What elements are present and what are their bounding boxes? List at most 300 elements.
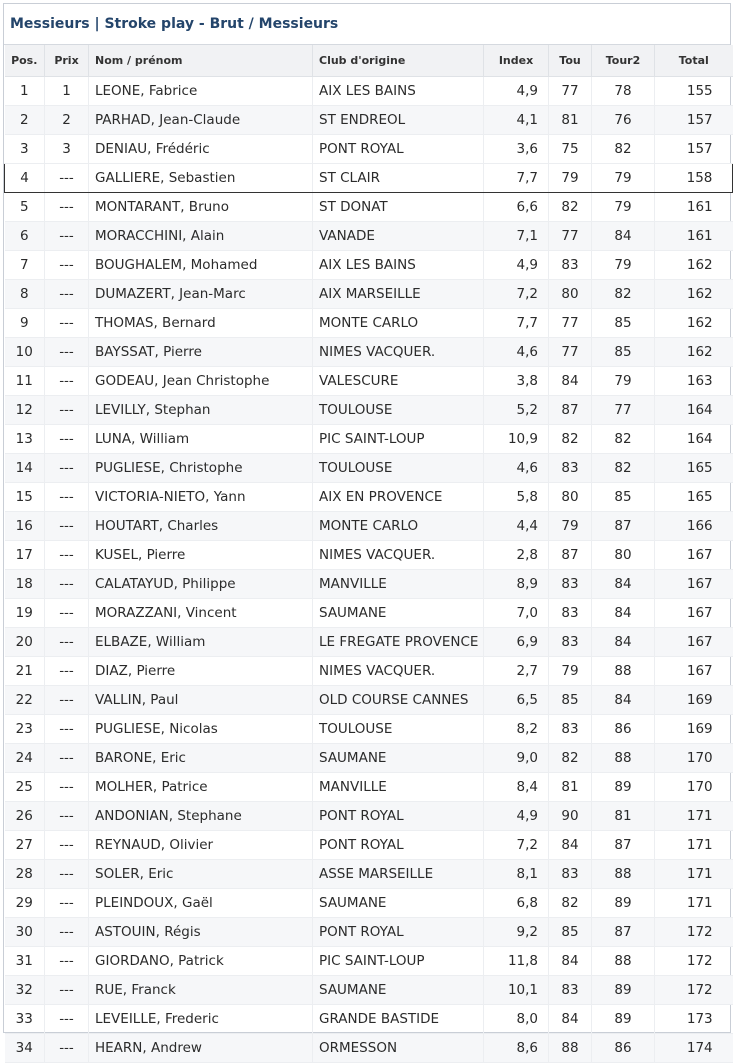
- table-row[interactable]: [5, 193, 733, 222]
- cell-prix: ---: [45, 976, 89, 1005]
- cell-total: 170: [655, 773, 733, 802]
- table-row[interactable]: [5, 280, 733, 309]
- table-row[interactable]: [5, 309, 733, 338]
- cell-tou: 80: [549, 280, 592, 309]
- cell-club: AIX EN PROVENCE: [313, 483, 484, 512]
- cell-name: GALLIERE, Sebastien: [89, 164, 313, 193]
- cell-prix: 1: [45, 77, 89, 106]
- cell-tour2: 88: [592, 860, 655, 889]
- col-header-tour2[interactable]: Tour2: [592, 45, 655, 77]
- cell-pos: 3: [5, 135, 45, 164]
- cell-prix: ---: [45, 251, 89, 280]
- cell-total: 155: [655, 77, 733, 106]
- cell-tour2: 84: [592, 628, 655, 657]
- cell-name: PUGLIESE, Nicolas: [89, 715, 313, 744]
- cell-tour2: 81: [592, 802, 655, 831]
- table-row[interactable]: [5, 425, 733, 454]
- cell-total: 171: [655, 802, 733, 831]
- cell-tou: 75: [549, 135, 592, 164]
- cell-tour2: 87: [592, 831, 655, 860]
- results-table: [4, 45, 733, 1063]
- cell-tou: 83: [549, 251, 592, 280]
- cell-tou: 77: [549, 309, 592, 338]
- cell-index: 6,8: [484, 889, 549, 918]
- cell-pos: 19: [5, 599, 45, 628]
- cell-tour2: 85: [592, 338, 655, 367]
- cell-tour2: 84: [592, 570, 655, 599]
- cell-total: 167: [655, 657, 733, 686]
- cell-index: 7,0: [484, 599, 549, 628]
- cell-index: 7,2: [484, 280, 549, 309]
- cell-index: 6,5: [484, 686, 549, 715]
- table-row[interactable]: [5, 773, 733, 802]
- cell-club: LE FREGATE PROVENCE: [313, 628, 484, 657]
- col-header-tou[interactable]: Tou: [549, 45, 592, 77]
- cell-index: 4,9: [484, 251, 549, 280]
- table-row[interactable]: [5, 367, 733, 396]
- cell-tou: 79: [549, 657, 592, 686]
- cell-tou: 82: [549, 889, 592, 918]
- cell-name: BOUGHALEM, Mohamed: [89, 251, 313, 280]
- cell-prix: ---: [45, 686, 89, 715]
- cell-prix: ---: [45, 338, 89, 367]
- cell-pos: 31: [5, 947, 45, 976]
- cell-index: 8,2: [484, 715, 549, 744]
- cell-name: DIAZ, Pierre: [89, 657, 313, 686]
- cell-prix: ---: [45, 425, 89, 454]
- cell-index: 7,2: [484, 831, 549, 860]
- cell-total: 174: [655, 1034, 733, 1063]
- cell-tou: 79: [549, 512, 592, 541]
- table-row[interactable]: [5, 164, 733, 193]
- cell-total: 162: [655, 251, 733, 280]
- table-row[interactable]: [5, 338, 733, 367]
- col-header-club[interactable]: Club d'origine: [313, 45, 484, 77]
- cell-prix: ---: [45, 715, 89, 744]
- cell-tour2: 86: [592, 1034, 655, 1063]
- cell-name: VICTORIA-NIETO, Yann: [89, 483, 313, 512]
- cell-index: 3,6: [484, 135, 549, 164]
- cell-tour2: 87: [592, 918, 655, 947]
- cell-pos: 16: [5, 512, 45, 541]
- cell-prix: ---: [45, 541, 89, 570]
- cell-index: 11,8: [484, 947, 549, 976]
- table-row[interactable]: [5, 1005, 733, 1034]
- cell-club: GRANDE BASTIDE: [313, 1005, 484, 1034]
- cell-club: VALESCURE: [313, 367, 484, 396]
- cell-total: 171: [655, 831, 733, 860]
- col-header-prix[interactable]: Prix: [45, 45, 89, 77]
- cell-tour2: 89: [592, 889, 655, 918]
- table-row[interactable]: [5, 947, 733, 976]
- cell-pos: 17: [5, 541, 45, 570]
- cell-club: TOULOUSE: [313, 715, 484, 744]
- table-row[interactable]: [5, 657, 733, 686]
- cell-name: KUSEL, Pierre: [89, 541, 313, 570]
- table-row[interactable]: [5, 860, 733, 889]
- cell-tou: 87: [549, 396, 592, 425]
- cell-prix: 2: [45, 106, 89, 135]
- cell-pos: 21: [5, 657, 45, 686]
- cell-tour2: 89: [592, 773, 655, 802]
- cell-name: CALATAYUD, Philippe: [89, 570, 313, 599]
- cell-tou: 77: [549, 338, 592, 367]
- cell-pos: 11: [5, 367, 45, 396]
- cell-pos: 1: [5, 77, 45, 106]
- cell-total: 172: [655, 976, 733, 1005]
- cell-pos: 32: [5, 976, 45, 1005]
- cell-name: PUGLIESE, Christophe: [89, 454, 313, 483]
- cell-pos: 27: [5, 831, 45, 860]
- cell-index: 7,1: [484, 222, 549, 251]
- cell-total: 165: [655, 454, 733, 483]
- cell-index: 4,6: [484, 454, 549, 483]
- cell-name: REYNAUD, Olivier: [89, 831, 313, 860]
- cell-tou: 81: [549, 106, 592, 135]
- cell-tour2: 82: [592, 135, 655, 164]
- cell-name: SOLER, Eric: [89, 860, 313, 889]
- cell-name: DUMAZERT, Jean-Marc: [89, 280, 313, 309]
- cell-club: SAUMANE: [313, 889, 484, 918]
- cell-total: 169: [655, 686, 733, 715]
- cell-index: 4,9: [484, 77, 549, 106]
- table-row[interactable]: [5, 715, 733, 744]
- cell-pos: 29: [5, 889, 45, 918]
- cell-name: PARHAD, Jean-Claude: [89, 106, 313, 135]
- cell-tou: 83: [549, 628, 592, 657]
- table-row[interactable]: [5, 599, 733, 628]
- cell-tou: 83: [549, 715, 592, 744]
- table-row[interactable]: [5, 454, 733, 483]
- cell-club: AIX MARSEILLE: [313, 280, 484, 309]
- cell-name: MONTARANT, Bruno: [89, 193, 313, 222]
- cell-club: PONT ROYAL: [313, 831, 484, 860]
- cell-name: HOUTART, Charles: [89, 512, 313, 541]
- cell-club: SAUMANE: [313, 744, 484, 773]
- cell-index: 8,6: [484, 1034, 549, 1063]
- cell-prix: ---: [45, 367, 89, 396]
- cell-pos: 22: [5, 686, 45, 715]
- cell-name: MORAZZANI, Vincent: [89, 599, 313, 628]
- cell-tour2: 85: [592, 309, 655, 338]
- cell-index: 7,7: [484, 309, 549, 338]
- table-row[interactable]: [5, 976, 733, 1005]
- cell-total: 163: [655, 367, 733, 396]
- cell-name: ELBAZE, William: [89, 628, 313, 657]
- cell-tour2: 89: [592, 976, 655, 1005]
- cell-tour2: 76: [592, 106, 655, 135]
- cell-prix: ---: [45, 918, 89, 947]
- cell-tour2: 82: [592, 425, 655, 454]
- cell-tour2: 86: [592, 715, 655, 744]
- cell-prix: ---: [45, 802, 89, 831]
- cell-tour2: 88: [592, 744, 655, 773]
- cell-total: 162: [655, 309, 733, 338]
- cell-tou: 80: [549, 483, 592, 512]
- cell-name: PLEINDOUX, Gaël: [89, 889, 313, 918]
- cell-total: 158: [655, 164, 733, 193]
- cell-club: ST CLAIR: [313, 164, 484, 193]
- cell-club: ST ENDREOL: [313, 106, 484, 135]
- cell-tour2: 79: [592, 193, 655, 222]
- cell-prix: ---: [45, 309, 89, 338]
- cell-name: ANDONIAN, Stephane: [89, 802, 313, 831]
- cell-tou: 87: [549, 541, 592, 570]
- cell-tou: 79: [549, 164, 592, 193]
- cell-total: 167: [655, 541, 733, 570]
- cell-pos: 20: [5, 628, 45, 657]
- cell-prix: ---: [45, 454, 89, 483]
- cell-tour2: 88: [592, 657, 655, 686]
- cell-club: ORMESSON: [313, 1034, 484, 1063]
- cell-index: 8,9: [484, 570, 549, 599]
- cell-pos: 33: [5, 1005, 45, 1034]
- cell-club: OLD COURSE CANNES: [313, 686, 484, 715]
- table-row[interactable]: [5, 483, 733, 512]
- cell-name: BARONE, Eric: [89, 744, 313, 773]
- cell-index: 4,4: [484, 512, 549, 541]
- cell-pos: 4: [5, 164, 45, 193]
- cell-index: 8,1: [484, 860, 549, 889]
- cell-prix: ---: [45, 396, 89, 425]
- cell-index: 4,6: [484, 338, 549, 367]
- table-row[interactable]: [5, 570, 733, 599]
- cell-name: MOLHER, Patrice: [89, 773, 313, 802]
- cell-pos: 13: [5, 425, 45, 454]
- cell-tou: 83: [549, 860, 592, 889]
- col-header-index[interactable]: Index: [484, 45, 549, 77]
- cell-prix: ---: [45, 657, 89, 686]
- cell-index: 2,7: [484, 657, 549, 686]
- cell-total: 161: [655, 193, 733, 222]
- cell-pos: 30: [5, 918, 45, 947]
- cell-tour2: 80: [592, 541, 655, 570]
- cell-tou: 84: [549, 367, 592, 396]
- cell-tou: 83: [549, 570, 592, 599]
- table-header-row: [5, 45, 733, 77]
- cell-prix: ---: [45, 599, 89, 628]
- table-row[interactable]: [5, 512, 733, 541]
- cell-tour2: 85: [592, 483, 655, 512]
- cell-tour2: 87: [592, 512, 655, 541]
- cell-tou: 81: [549, 773, 592, 802]
- cell-club: PONT ROYAL: [313, 918, 484, 947]
- cell-tour2: 78: [592, 77, 655, 106]
- cell-prix: ---: [45, 1005, 89, 1034]
- cell-index: 9,0: [484, 744, 549, 773]
- cell-total: 167: [655, 570, 733, 599]
- cell-pos: 34: [5, 1034, 45, 1063]
- cell-prix: 3: [45, 135, 89, 164]
- col-header-pos[interactable]: Pos.: [5, 45, 45, 77]
- cell-prix: ---: [45, 628, 89, 657]
- cell-total: 172: [655, 947, 733, 976]
- table-row[interactable]: [5, 889, 733, 918]
- cell-tour2: 79: [592, 251, 655, 280]
- cell-total: 157: [655, 135, 733, 164]
- cell-prix: ---: [45, 164, 89, 193]
- cell-prix: ---: [45, 744, 89, 773]
- cell-club: ASSE MARSEILLE: [313, 860, 484, 889]
- table-row[interactable]: [5, 396, 733, 425]
- cell-prix: ---: [45, 1034, 89, 1063]
- cell-club: PIC SAINT-LOUP: [313, 425, 484, 454]
- cell-tou: 85: [549, 918, 592, 947]
- cell-prix: ---: [45, 512, 89, 541]
- cell-total: 171: [655, 889, 733, 918]
- cell-index: 9,2: [484, 918, 549, 947]
- cell-tour2: 88: [592, 947, 655, 976]
- cell-club: MONTE CARLO: [313, 512, 484, 541]
- cell-total: 173: [655, 1005, 733, 1034]
- cell-total: 169: [655, 715, 733, 744]
- cell-club: NIMES VACQUER.: [313, 657, 484, 686]
- cell-tou: 84: [549, 947, 592, 976]
- cell-tou: 85: [549, 686, 592, 715]
- cell-name: GODEAU, Jean Christophe: [89, 367, 313, 396]
- cell-index: 4,9: [484, 802, 549, 831]
- cell-name: LEONE, Fabrice: [89, 77, 313, 106]
- cell-tour2: 79: [592, 367, 655, 396]
- cell-prix: ---: [45, 889, 89, 918]
- cell-pos: 7: [5, 251, 45, 280]
- cell-pos: 23: [5, 715, 45, 744]
- cell-name: GIORDANO, Patrick: [89, 947, 313, 976]
- table-row[interactable]: [5, 135, 733, 164]
- cell-prix: ---: [45, 831, 89, 860]
- cell-tour2: 82: [592, 280, 655, 309]
- cell-total: 164: [655, 396, 733, 425]
- cell-name: VALLIN, Paul: [89, 686, 313, 715]
- cell-club: PIC SAINT-LOUP: [313, 947, 484, 976]
- cell-tou: 84: [549, 831, 592, 860]
- cell-index: 6,6: [484, 193, 549, 222]
- table-row[interactable]: [5, 918, 733, 947]
- col-header-total[interactable]: Total: [655, 45, 733, 77]
- table-row[interactable]: [5, 222, 733, 251]
- cell-tour2: 89: [592, 1005, 655, 1034]
- cell-pos: 14: [5, 454, 45, 483]
- cell-tou: 77: [549, 222, 592, 251]
- cell-tou: 82: [549, 744, 592, 773]
- table-row[interactable]: [5, 1034, 733, 1063]
- table-row[interactable]: [5, 628, 733, 657]
- cell-tou: 82: [549, 193, 592, 222]
- cell-total: 171: [655, 860, 733, 889]
- cell-tour2: 77: [592, 396, 655, 425]
- cell-index: 5,8: [484, 483, 549, 512]
- results-panel: [3, 3, 731, 1056]
- cell-total: 157: [655, 106, 733, 135]
- panel-title: Messieurs | Stroke play - Brut / Messieurs: [4, 4, 730, 45]
- cell-index: 8,4: [484, 773, 549, 802]
- cell-name: DENIAU, Frédéric: [89, 135, 313, 164]
- cell-total: 172: [655, 918, 733, 947]
- cell-club: PONT ROYAL: [313, 135, 484, 164]
- table-row[interactable]: [5, 106, 733, 135]
- cell-club: AIX LES BAINS: [313, 251, 484, 280]
- cell-pos: 6: [5, 222, 45, 251]
- cell-index: 6,9: [484, 628, 549, 657]
- col-header-name[interactable]: Nom / prénom: [89, 45, 313, 77]
- table-row[interactable]: [5, 802, 733, 831]
- cell-club: MONTE CARLO: [313, 309, 484, 338]
- cell-pos: 8: [5, 280, 45, 309]
- cell-tour2: 79: [592, 164, 655, 193]
- cell-tour2: 84: [592, 222, 655, 251]
- cell-tou: 83: [549, 976, 592, 1005]
- cell-club: TOULOUSE: [313, 396, 484, 425]
- cell-name: MORACCHINI, Alain: [89, 222, 313, 251]
- cell-tou: 90: [549, 802, 592, 831]
- cell-index: 7,7: [484, 164, 549, 193]
- cell-total: 166: [655, 512, 733, 541]
- cell-index: 8,0: [484, 1005, 549, 1034]
- cell-prix: ---: [45, 193, 89, 222]
- cell-prix: ---: [45, 947, 89, 976]
- table-row[interactable]: [5, 686, 733, 715]
- cell-name: LUNA, William: [89, 425, 313, 454]
- cell-total: 167: [655, 628, 733, 657]
- cell-pos: 5: [5, 193, 45, 222]
- table-row[interactable]: [5, 77, 733, 106]
- cell-tou: 83: [549, 454, 592, 483]
- cell-pos: 24: [5, 744, 45, 773]
- cell-prix: ---: [45, 222, 89, 251]
- cell-pos: 18: [5, 570, 45, 599]
- cell-club: MANVILLE: [313, 570, 484, 599]
- cell-name: RUE, Franck: [89, 976, 313, 1005]
- table-row[interactable]: [5, 744, 733, 773]
- cell-prix: ---: [45, 773, 89, 802]
- cell-club: VANADE: [313, 222, 484, 251]
- cell-club: ST DONAT: [313, 193, 484, 222]
- cell-pos: 28: [5, 860, 45, 889]
- cell-prix: ---: [45, 860, 89, 889]
- cell-total: 167: [655, 599, 733, 628]
- cell-tour2: 84: [592, 599, 655, 628]
- cell-name: THOMAS, Bernard: [89, 309, 313, 338]
- cell-index: 4,1: [484, 106, 549, 135]
- cell-tou: 83: [549, 599, 592, 628]
- cell-prix: ---: [45, 570, 89, 599]
- cell-name: ASTOUIN, Régis: [89, 918, 313, 947]
- cell-total: 165: [655, 483, 733, 512]
- cell-pos: 26: [5, 802, 45, 831]
- cell-pos: 10: [5, 338, 45, 367]
- cell-name: LEVEILLE, Frederic: [89, 1005, 313, 1034]
- cell-pos: 12: [5, 396, 45, 425]
- cell-total: 161: [655, 222, 733, 251]
- table-row[interactable]: [5, 251, 733, 280]
- cell-tou: 77: [549, 77, 592, 106]
- cell-prix: ---: [45, 483, 89, 512]
- cell-pos: 2: [5, 106, 45, 135]
- cell-prix: ---: [45, 280, 89, 309]
- cell-club: TOULOUSE: [313, 454, 484, 483]
- cell-total: 162: [655, 338, 733, 367]
- cell-name: HEARN, Andrew: [89, 1034, 313, 1063]
- table-row[interactable]: [5, 541, 733, 570]
- cell-name: BAYSSAT, Pierre: [89, 338, 313, 367]
- table-row[interactable]: [5, 831, 733, 860]
- cell-tou: 82: [549, 425, 592, 454]
- cell-club: SAUMANE: [313, 976, 484, 1005]
- cell-club: PONT ROYAL: [313, 802, 484, 831]
- cell-index: 3,8: [484, 367, 549, 396]
- cell-pos: 15: [5, 483, 45, 512]
- cell-index: 5,2: [484, 396, 549, 425]
